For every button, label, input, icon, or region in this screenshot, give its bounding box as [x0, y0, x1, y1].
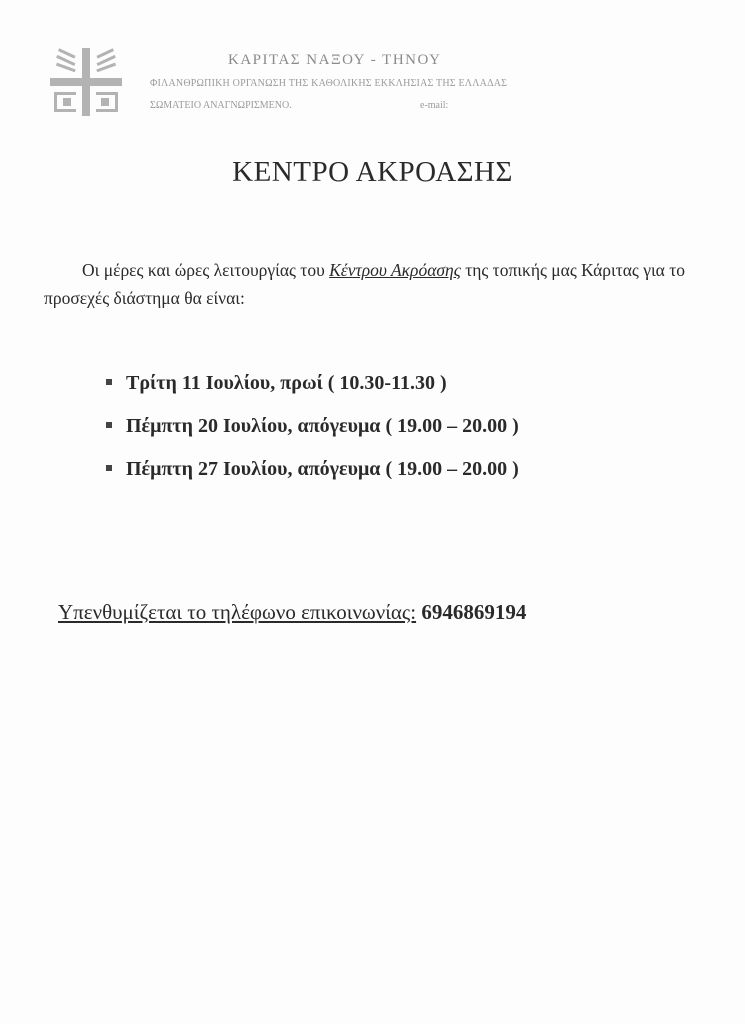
registration-text: ΣΩΜΑΤΕΙΟ ΑΝΑΓΝΩΡΙΣΜΕΝΟ.	[150, 100, 292, 111]
page-title: ΚΕΝΤΡΟ ΑΚΡΟΑΣΗΣ	[232, 156, 513, 188]
intro-text-before: Οι μέρες και ώρες λειτουργίας του	[82, 260, 330, 280]
schedule-item	[106, 372, 519, 415]
intro-text-after: της τοπικής μας Κάριτας για το προσεχές διάστημα θα είναι:	[44, 260, 686, 308]
organization-subtitle: ΦΙΛΑΝΘΡΩΠΙΚΗ ΟΡΓΑΝΩΣΗ ΤΗΣ ΚΑΘΟΛΙΚΗΣ ΕΚΚΛΗΣΙΑΣ ΤΗΣ ΕΛΛΑΔΑΣ	[150, 78, 508, 89]
square-bullet-icon	[106, 422, 112, 428]
phone-number: 6946869194	[421, 600, 527, 624]
email-label: e-mail:	[420, 100, 449, 111]
contact-reminder	[58, 600, 526, 625]
schedule-item-text: Πέμπτη 27 Ιουλίου, απόγευμα ( 19.00 – 20.00 )	[126, 458, 519, 480]
intro-emphasis: Κέντρου Ακρόασης	[329, 260, 461, 280]
caritas-cross-logo-icon	[46, 46, 126, 118]
schedule-list	[106, 372, 519, 501]
schedule-item-text: Πέμπτη 20 Ιουλίου, απόγευμα ( 19.00 – 20.00 )	[126, 415, 519, 437]
square-bullet-icon	[106, 465, 112, 471]
organization-name: ΚΑΡΙΤΑΣ ΝΑΞΟΥ - ΤΗΝΟΥ	[228, 52, 442, 68]
organization-registration	[150, 100, 449, 111]
square-bullet-icon	[106, 379, 112, 385]
schedule-item-text: Τρίτη 11 Ιουλίου, πρωί ( 10.30-11.30 )	[126, 372, 447, 394]
reminder-label: Υπενθυμίζεται το τηλέφωνο επικοινωνίας:	[58, 600, 417, 624]
letterhead	[40, 44, 600, 124]
schedule-item	[106, 415, 519, 458]
intro-paragraph	[44, 256, 704, 312]
schedule-item	[106, 458, 519, 501]
